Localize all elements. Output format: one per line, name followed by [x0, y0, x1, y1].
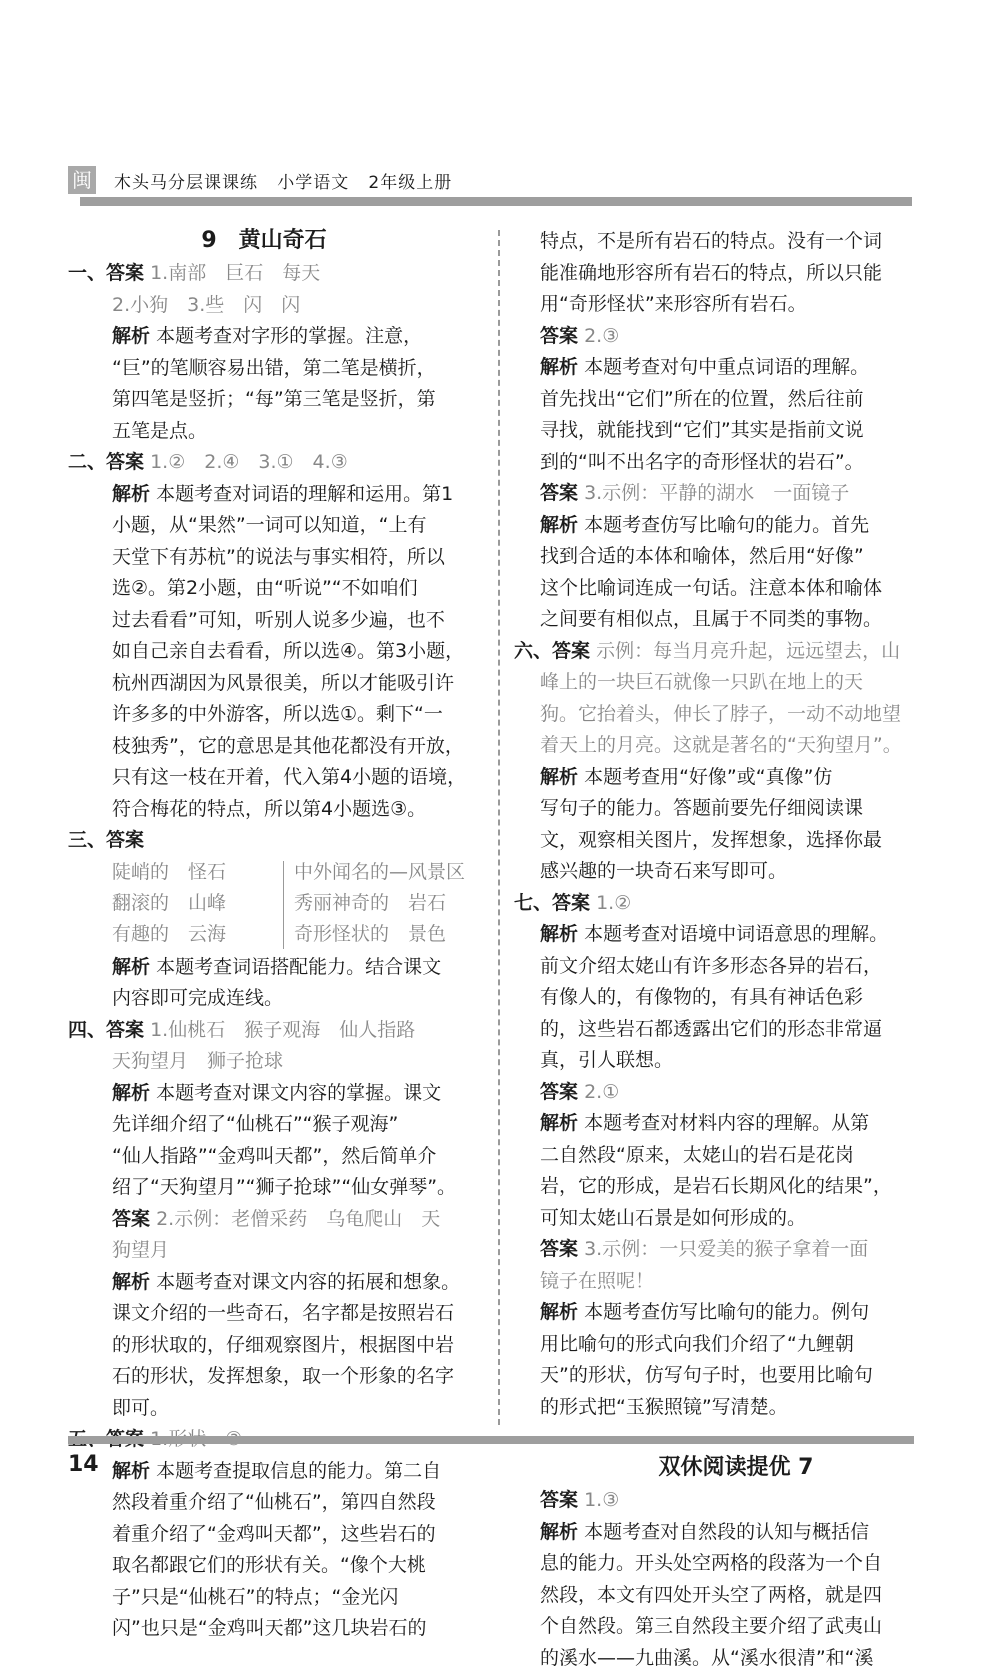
analysis-text: 本题考查对课文内容的拓展和想象。 [156, 1271, 460, 1293]
series-logo: 闽 [68, 166, 96, 194]
analysis-text: 闪”也只是“金鸡叫天都”这几块岩石的 [68, 1613, 460, 1645]
analysis-text: 特点，不是所有岩石的特点。没有一个词 [540, 226, 932, 258]
analysis-label: 解析 [112, 1460, 150, 1482]
header-rule [80, 197, 912, 206]
match-left-item: 陡峭的 怪石 [112, 857, 226, 888]
s2-answer-line [68, 447, 460, 479]
analysis-text: 小题，从“果然”一词可以知道，“上有 [68, 510, 460, 542]
analysis-text: 本题考查对课文内容的掌握。课文 [156, 1082, 441, 1104]
s1-answer-line [68, 258, 460, 290]
analysis-text: 选②。第2小题，由“听说”“不如咱们 [68, 573, 460, 605]
s7-answer-2-line [540, 1077, 932, 1109]
analysis-text: 本题考查仿写比喻句的能力。首先 [584, 514, 869, 536]
analysis-label: 解析 [112, 483, 150, 505]
analysis-text: 这个比喻词连成一句话。注意本体和喻体 [540, 573, 932, 605]
analysis-label: 解析 [540, 1112, 578, 1134]
analysis-text: 符合梅花的特点，所以第4小题选③。 [68, 794, 460, 826]
answer-label: 答案 [540, 325, 578, 347]
analysis-text: 二自然段“原来，太姥山的岩石是花岗 [540, 1140, 932, 1172]
analysis-text: 前文介绍太姥山有许多形态各异的岩石， [540, 951, 932, 983]
analysis-label: 解析 [540, 766, 578, 788]
s7-analysis-3 [540, 1297, 932, 1329]
s7-answer-3: 3.示例：一只爱美的猴子拿着一面 [584, 1238, 868, 1260]
analysis-text: 真，引人联想。 [540, 1045, 932, 1077]
s7-analysis-2 [540, 1108, 932, 1140]
answer-label: 答案 [552, 892, 590, 914]
analysis-text: 有像人的，有像物的，有具有神话色彩 [540, 982, 932, 1014]
match-separator [283, 861, 284, 949]
analysis-text: 五笔是点。 [68, 416, 460, 448]
s6-answer-cont: 着天上的月亮。这就是著名的“天狗望月”。 [540, 730, 932, 762]
analysis-label: 解析 [112, 325, 150, 347]
column-divider [498, 230, 500, 1425]
match-right-item: 奇形怪状的 景色 [294, 919, 446, 950]
analysis-text: 天堂下有苏杭”的说法与事实相符，所以 [68, 542, 460, 574]
analysis-text: 本题考查仿写比喻句的能力。例句 [584, 1301, 869, 1323]
s7-answer-3-cont: 镜子在照呢！ [540, 1266, 932, 1298]
s2-analysis [68, 479, 460, 511]
s4-answer-2: 2.示例：老僧采药 乌龟爬山 天 [156, 1208, 440, 1230]
s2-answer: 1.② 2.④ 3.① 4.③ [150, 451, 348, 473]
s7-answer: 1.② [596, 892, 631, 914]
analysis-text: 本题考查对材料内容的理解。从第 [584, 1112, 869, 1134]
s4-answer-2-line [68, 1204, 460, 1236]
analysis-text: 许多多的中外游客，所以选①。剩下“一 [68, 699, 460, 731]
analysis-text: 本题考查用“好像”或“真像”仿 [584, 766, 832, 788]
analysis-text: 杭州西湖因为风景很美，所以才能吸引许 [68, 668, 460, 700]
page-header [68, 162, 914, 198]
match-right-item: 秀丽神奇的 岩石 [294, 888, 446, 919]
analysis-label: 解析 [540, 356, 578, 378]
s4-answer-2-cont: 狗望月 [68, 1235, 460, 1267]
analysis-text: 课文介绍的一些奇石，名字都是按照岩石 [68, 1298, 460, 1330]
s4-answer-1-cont: 天狗望月 狮子抢球 [68, 1046, 460, 1078]
analysis-text: 用比喻句的形式向我们介绍了“九鲤朝 [540, 1329, 932, 1361]
analysis-text: 之间要有相似点，且属于不同类的事物。 [540, 604, 932, 636]
page-number: 14 [68, 1452, 99, 1477]
analysis-text: 如自己亲自去看看，所以选④。第3小题， [68, 636, 460, 668]
analysis-text: 本题考查提取信息的能力。第二自 [156, 1460, 441, 1482]
analysis-text: 内容即可完成连线。 [68, 983, 460, 1015]
s5-answer-3-line [540, 478, 932, 510]
s2-label: 二、 [68, 451, 106, 473]
analysis-label: 解析 [540, 514, 578, 536]
analysis-text: 到的“叫不出名字的奇形怪状的岩石”。 [540, 447, 932, 479]
analysis-text: 的，这些岩石都透露出它们的形态非常逼 [540, 1014, 932, 1046]
right-column [540, 226, 932, 1674]
left-column [68, 226, 460, 1645]
analysis-text: 先详细介绍了“仙桃石”“猴子观海” [68, 1109, 460, 1141]
analysis-label: 解析 [540, 1521, 578, 1543]
s4-analysis [68, 1078, 460, 1110]
match-left-item: 翻滚的 山峰 [112, 888, 226, 919]
analysis-text: 的溪水——九曲溪。从“溪水很清”和“溪 [540, 1643, 932, 1674]
analysis-label: 解析 [540, 923, 578, 945]
s4-answer-1: 1.仙桃石 猴子观海 仙人指路 [150, 1019, 415, 1041]
analysis-text: 第四笔是竖折；“每”第三笔是竖折，第 [68, 384, 460, 416]
s5-answer-3: 3.示例：平静的湖水 一面镜子 [584, 482, 849, 504]
footer-rule [68, 1436, 914, 1444]
s7-answer-line [514, 888, 932, 920]
analysis-text: 本题考查对语境中词语意思的理解。 [584, 923, 888, 945]
analysis-text: 的形状取的，仔细观察图片，根据图中岩 [68, 1330, 460, 1362]
answer-label: 答案 [106, 1019, 144, 1041]
s1-label: 一、 [68, 262, 106, 284]
analysis-text: 着重介绍了“金鸡叫天都”，这些岩石的 [68, 1519, 460, 1551]
analysis-text: 文，观察相关图片，发挥想象，选择你最 [540, 825, 932, 857]
analysis-text: 息的能力。开头处空两格的段落为一个自 [540, 1548, 932, 1580]
analysis-text: 绍了“天狗望月”“狮子抢球”“仙女弹琴”。 [68, 1172, 460, 1204]
section-title: 双休阅读提优 7 [540, 1453, 932, 1483]
analysis-text: 过去看看”可知，听别人说多少遍，也不 [68, 605, 460, 637]
analysis-text: 本题考查对词语的理解和运用。第1 [156, 483, 453, 505]
answer-label: 答案 [106, 262, 144, 284]
answer-label: 答案 [540, 1489, 578, 1511]
analysis-text: 石的形状，发挥想象，取一个形象的名字 [68, 1361, 460, 1393]
analysis-text: 能准确地形容所有岩石的特点，所以只能 [540, 258, 932, 290]
s7-answer-2: 2.① [584, 1081, 619, 1103]
lesson-name: 黄山奇石 [239, 228, 327, 253]
match-left-item: 有趣的 云海 [112, 919, 226, 950]
analysis-text: “仙人指路”“金鸡叫天都”，然后简单介 [68, 1141, 460, 1173]
analysis-text: 可知太姥山石景是如何形成的。 [540, 1203, 932, 1235]
answer-label: 答案 [106, 451, 144, 473]
s7-analysis [540, 919, 932, 951]
answer-label: 答案 [540, 1238, 578, 1260]
s6-answer-cont: 峰上的一块巨石就像一只趴在地上的天 [540, 667, 932, 699]
analysis-text: 本题考查对自然段的认知与概括信 [584, 1521, 869, 1543]
s4-label: 四、 [68, 1019, 106, 1041]
analysis-label: 解析 [112, 956, 150, 978]
s6-label: 六、 [514, 640, 552, 662]
matching-answer [68, 857, 460, 952]
analysis-text: 岩，它的形成，是岩石长期风化的结果”， [540, 1171, 932, 1203]
analysis-text: 本题考查词语搭配能力。结合课文 [156, 956, 441, 978]
s1-analysis [68, 321, 460, 353]
answer-label: 答案 [540, 482, 578, 504]
match-right-item: 中外闻名的—风景区 [294, 857, 465, 888]
analysis-text: “巨”的笔顺容易出错，第二笔是横折， [68, 353, 460, 385]
answer-label: 答案 [552, 640, 590, 662]
analysis-text: 子”只是“仙桃石”的特点；“金光闪 [68, 1582, 460, 1614]
analysis-text: 首先找出“它们”所在的位置，然后往前 [540, 384, 932, 416]
sec2-answer: 1.③ [584, 1489, 619, 1511]
s5-analysis [68, 1456, 460, 1488]
s3-answer-line [68, 825, 460, 857]
s1-answer-1: 1.南部 巨石 每天 [150, 262, 320, 284]
sec2-analysis [540, 1517, 932, 1549]
answer-label: 答案 [106, 829, 144, 851]
analysis-text: 本题考查对字形的掌握。注意， [156, 325, 422, 347]
analysis-text: 个自然段。第三自然段主要介绍了武夷山 [540, 1611, 932, 1643]
answer-label: 答案 [540, 1081, 578, 1103]
s3-label: 三、 [68, 829, 106, 851]
analysis-text: 取名都跟它们的形状有关。“像个大桃 [68, 1550, 460, 1582]
s6-analysis [540, 762, 932, 794]
s3-analysis [68, 952, 460, 984]
analysis-text: 然段，本文有四处开头空了两格，就是四 [540, 1580, 932, 1612]
analysis-text: 感兴趣的一块奇石来写即可。 [540, 856, 932, 888]
s4-analysis-2 [68, 1267, 460, 1299]
s4-answer-line [68, 1015, 460, 1047]
s1-answer-2: 2.小狗 3.些 闪 闪 [68, 290, 460, 322]
analysis-text: 找到合适的本体和喻体，然后用“好像” [540, 541, 932, 573]
s6-answer-line [514, 636, 932, 668]
analysis-text: 只有这一枝在开着，代入第4小题的语境， [68, 762, 460, 794]
analysis-text: 即可。 [68, 1393, 460, 1425]
lesson-title [68, 226, 460, 256]
s6-answer: 示例：每当月亮升起，远远望去，山 [596, 640, 900, 662]
analysis-label: 解析 [112, 1271, 150, 1293]
analysis-text: 的形式把“玉猴照镜”写清楚。 [540, 1392, 932, 1424]
analysis-text: 本题考查对句中重点词语的理解。 [584, 356, 869, 378]
analysis-text: 写句子的能力。答题前要先仔细阅读课 [540, 793, 932, 825]
analysis-label: 解析 [112, 1082, 150, 1104]
s5-answer-2-line [540, 321, 932, 353]
s5-analysis-3 [540, 510, 932, 542]
analysis-text: 用“奇形怪状”来形容所有岩石。 [540, 289, 932, 321]
answer-label: 答案 [112, 1208, 150, 1230]
analysis-text: 天”的形状，仿写句子时，也要用比喻句 [540, 1360, 932, 1392]
analysis-text: 然段着重介绍了“仙桃石”，第四自然段 [68, 1487, 460, 1519]
lesson-number: 9 [201, 228, 216, 253]
s7-answer-3-line [540, 1234, 932, 1266]
sec2-answer-line [540, 1485, 932, 1517]
analysis-text: 寻找，就能找到“它们”其实是指前文说 [540, 415, 932, 447]
s6-answer-cont: 狗。它抬着头，伸长了脖子，一动不动地望 [540, 699, 932, 731]
s5-answer-2: 2.③ [584, 325, 619, 347]
analysis-text: 枝独秀”，它的意思是其他花都没有开放， [68, 731, 460, 763]
header-text: 木头马分层课课练 小学语文 2年级上册 [114, 168, 452, 193]
analysis-label: 解析 [540, 1301, 578, 1323]
s5-analysis-2 [540, 352, 932, 384]
s7-label: 七、 [514, 892, 552, 914]
